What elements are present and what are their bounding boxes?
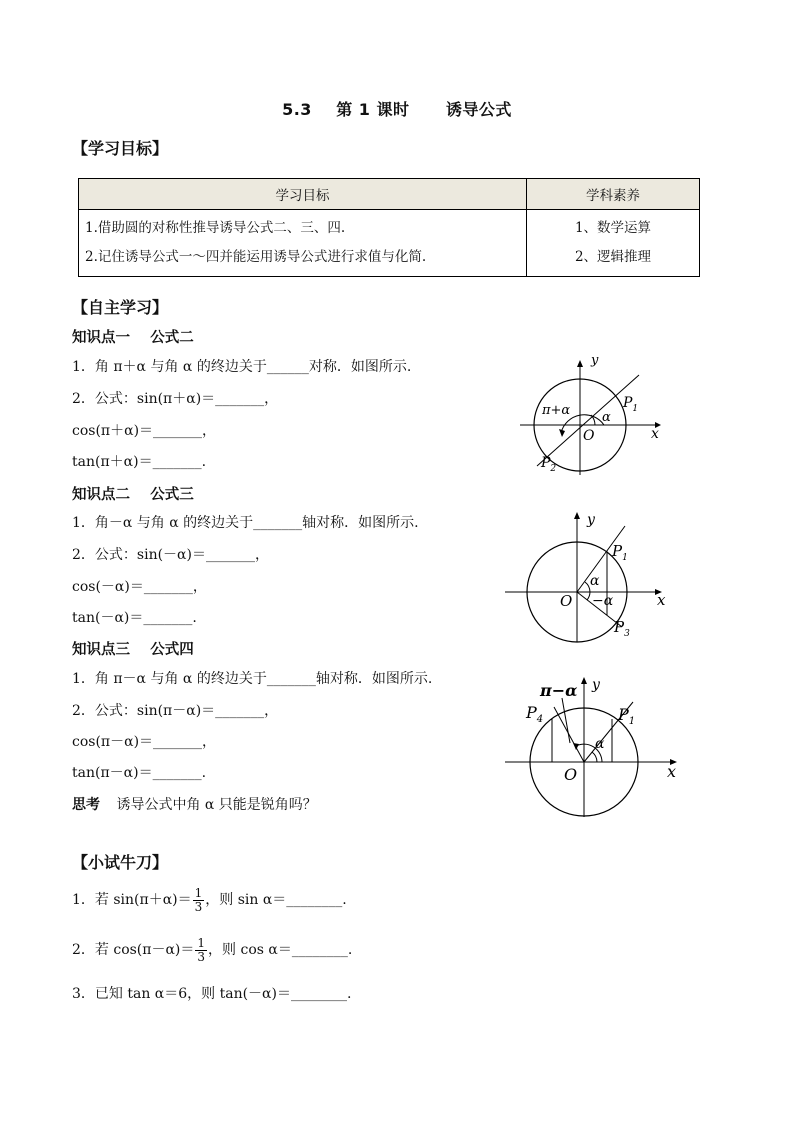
kp1-line-2: 2．公式：sin(π＋α)＝_______，: [72, 391, 279, 407]
kp3-p4-label: $P_4$: [526, 703, 544, 725]
kp2-heading: 知识点二 公式三: [72, 487, 194, 503]
goals-header-objective: 学习目标: [79, 179, 527, 210]
kp3-line-3: cos(π－α)＝_______，: [72, 734, 217, 750]
kp2-y-arrow-icon: [574, 512, 580, 519]
kp3-y-arrow-icon: [581, 677, 587, 684]
goals-objectives-cell: [79, 210, 527, 277]
goals-header-literacy: 学科素养: [527, 179, 700, 210]
kp3-origin-label: O: [564, 765, 578, 784]
kp2-line-3: cos(－α)＝_______，: [72, 579, 207, 595]
kp2-origin-label: O: [560, 592, 573, 610]
kp3-line-2: 2．公式：sin(π－α)＝_______，: [72, 703, 279, 719]
kp2-x-label: x: [657, 591, 666, 609]
kp3-p4-ray: [554, 707, 584, 762]
kp1-line-3: cos(π＋α)＝_______，: [72, 423, 217, 439]
kp3-alpha-label: α: [595, 736, 605, 752]
kp1-pi-alpha-label: π+α: [542, 403, 571, 418]
kp2-line-2: 2．公式：sin(－α)＝_______，: [72, 547, 269, 563]
practice-q2-denominator: 3: [197, 949, 206, 964]
kp2-alpha-label: α: [590, 573, 600, 589]
kp2-y-label: y: [587, 512, 595, 528]
kp3-line-1: 1．角 π－α 与角 α 的终边关于_______轴对称．如图所示.: [72, 671, 433, 687]
kp3-alpha-arc: [592, 752, 597, 762]
practice-q1-fraction: [193, 887, 205, 914]
kp1-arc-arrow-icon: [559, 429, 565, 437]
kp2-p1-label: $P_1$: [612, 542, 628, 563]
kp1-unit-circle-figure: [515, 355, 675, 480]
kp2-neg-alpha-label: −α: [592, 593, 614, 609]
section-self-study-heading: 【自主学习】: [72, 298, 169, 317]
practice-q1-denominator: 3: [194, 899, 203, 914]
kp1-line-1: 1．角 π＋α 与角 α 的终边关于______对称．如图所示.: [72, 359, 412, 375]
kp2-neg-alpha-arc: [587, 592, 590, 600]
kp1-x-label: x: [651, 426, 659, 442]
practice-q2: [72, 933, 352, 967]
kp1-line-4: tan(π＋α)＝_______.: [72, 454, 207, 470]
practice-q1-numerator: 1: [194, 885, 203, 900]
goals-objective-1: 1.借助圆的对称性推导诱导公式二、三、四.: [85, 220, 346, 236]
kp3-pi-alpha-label: π−α: [540, 681, 578, 700]
practice-q1-prefix: 1．若 sin(π＋α)＝: [72, 892, 192, 908]
kp1-heading: 知识点一 公式二: [72, 330, 194, 346]
goals-literacy-1: 1、数学运算: [574, 220, 652, 236]
kp1-origin-label: O: [583, 428, 595, 444]
kp2-line-1: 1．角－α 与角 α 的终边关于_______轴对称．如图所示.: [72, 515, 419, 531]
section-practice-heading: 【小试牛刀】: [72, 853, 169, 872]
kp1-alpha-label: α: [602, 410, 611, 425]
kp1-p2-label: $P_2$: [541, 455, 557, 474]
think-line: [72, 796, 317, 814]
think-label: 思考: [72, 797, 100, 813]
practice-q2-prefix: 2．若 cos(π－α)＝: [72, 942, 195, 958]
kp3-arc-arrow-icon: [573, 743, 579, 750]
practice-q2-suffix: ，则 cos α＝________.: [208, 942, 353, 958]
goals-literacy-cell: [527, 210, 700, 277]
kp1-p1-label: $P_1$: [623, 395, 639, 414]
kp1-y-label: y: [591, 355, 599, 368]
practice-q3: 3．已知 tan α＝6，则 tan(－α)＝________.: [72, 986, 352, 1002]
kp3-y-label: y: [592, 677, 600, 693]
kp3-heading: 知识点三 公式四: [72, 642, 194, 658]
kp3-label-pointer: [562, 698, 570, 743]
think-text: 诱导公式中角 α 只能是锐角吗？: [116, 797, 317, 813]
kp2-p3-label: $P_3$: [614, 618, 630, 639]
practice-q1-suffix: ，则 sin α＝________.: [205, 892, 347, 908]
kp1-y-arrow-icon: [577, 360, 583, 367]
kp3-p1-label: $P_1$: [618, 705, 636, 727]
goals-literacy-2: 2、逻辑推理: [574, 249, 652, 265]
kp2-unit-circle-figure: [500, 507, 675, 647]
practice-q1: [72, 883, 347, 917]
section-goals-heading: 【学习目标】: [72, 139, 169, 158]
kp2-line-4: tan(－α)＝_______.: [72, 610, 197, 626]
practice-q2-numerator: 1: [197, 935, 206, 950]
goals-table: [78, 178, 700, 277]
page-title: 5.3 第 1 课时 诱导公式: [282, 100, 512, 119]
kp3-x-label: x: [667, 762, 677, 781]
kp3-unit-circle-figure: [500, 672, 690, 822]
kp3-line-4: tan(π－α)＝_______.: [72, 765, 207, 781]
practice-q2-fraction: [195, 937, 207, 964]
goals-objective-2: 2.记住诱导公式一～四并能运用诱导公式进行求值与化简.: [85, 249, 427, 265]
